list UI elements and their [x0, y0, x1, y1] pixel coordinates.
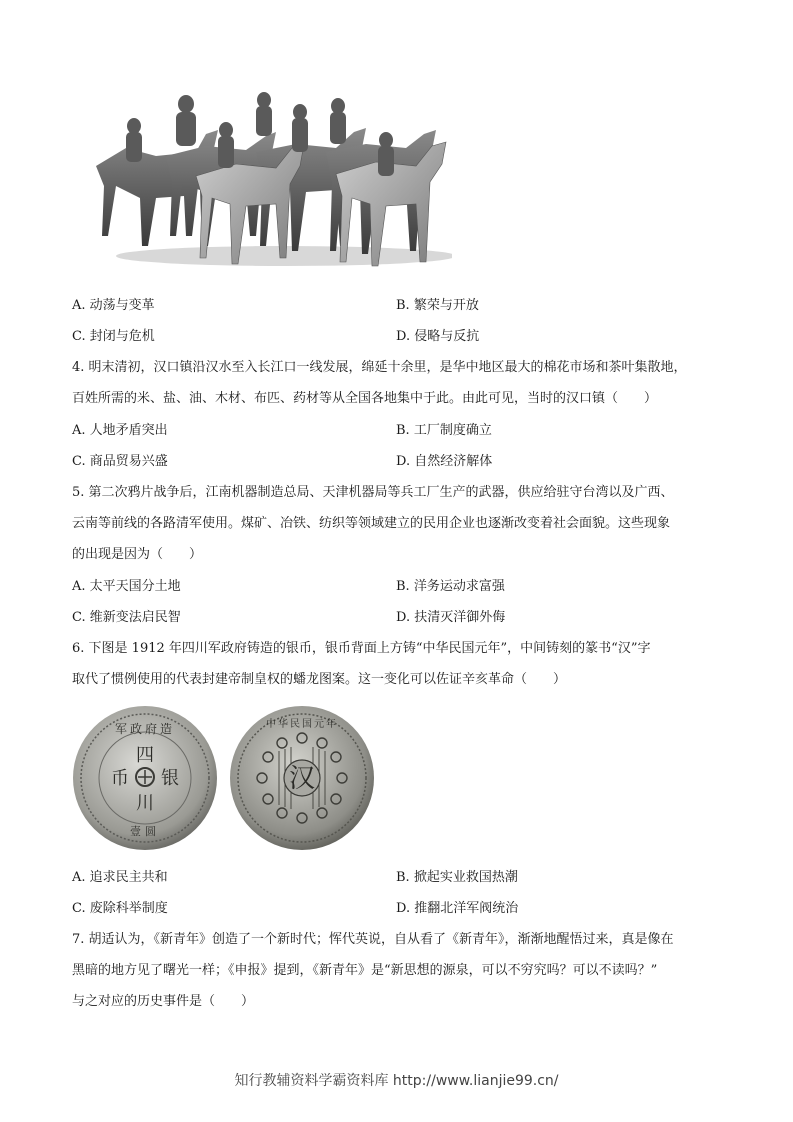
coin-front-top-text: 军政府造: [114, 722, 176, 736]
q7-stem-line-3: 与之对应的历史事件是（ ）: [72, 994, 255, 1009]
q5-option-b[interactable]: B. 洋务运动求富强: [396, 579, 505, 594]
q4-option-b[interactable]: B. 工厂制度确立: [396, 423, 492, 438]
q3-options-row-2: [72, 327, 732, 347]
q5-stem-line-3: 的出现是因为（ ）: [72, 547, 203, 562]
q6-option-a[interactable]: A. 追求民主共和: [72, 870, 168, 885]
q6-options-row-1: [72, 868, 732, 888]
coin-front-left-text: 币: [111, 768, 129, 789]
q6-option-c[interactable]: C. 废除科举制度: [72, 901, 168, 916]
q5-stem-line-1: 5. 第二次鸦片战争后，江南机器制造总局、天津机器局等兵工厂生产的武器，供应给驻守台湾以及广西、: [72, 485, 674, 500]
q3-option-b[interactable]: B. 繁荣与开放: [396, 298, 479, 313]
q4-option-d[interactable]: D. 自然经济解体: [396, 454, 493, 469]
q6-stem-line-1: 6. 下图是 1912 年四川军政府铸造的银币，银币背面上方铸“中华民国元年”，中间铸刻的篆书“汉”字: [72, 641, 651, 656]
q6-option-d[interactable]: D. 推翻北洋军阀统治: [396, 901, 519, 916]
q7-stem-line-2: 黑暗的地方见了曙光一样；《申报》提到，《新青年》是“新思想的源泉，可以不穷究吗？可以不读吗？”: [72, 963, 658, 978]
coin-back-center-text: 汉: [288, 764, 316, 794]
q3-option-d[interactable]: D. 侵略与反抗: [396, 329, 480, 344]
coin-back-top-text: 中华民国元年: [266, 719, 338, 730]
q5-options-row-2: [72, 608, 732, 628]
q7-stem-line-1: 7. 胡适认为，《新青年》创造了一个新时代；恽代英说，自从看了《新青年》，渐渐地醒悟过来，真是像在: [72, 932, 674, 947]
silver-coin-back-image: [229, 705, 375, 851]
q5-stem-line-2: 云南等前线的各路清军使用。煤矿、冶铁、纺织等领域建立的民用企业也逐渐改变着社会面貌。这些现象: [72, 516, 671, 531]
horse-riders-figurines-image: [86, 86, 452, 272]
q4-options-row-2: [72, 452, 732, 472]
q5-option-c[interactable]: C. 维新变法启民智: [72, 610, 181, 625]
q5-option-d[interactable]: D. 扶清灭洋御外侮: [396, 610, 506, 625]
q3-option-c[interactable]: C. 封闭与危机: [72, 329, 155, 344]
q6-option-b[interactable]: B. 掀起实业救国热潮: [396, 870, 518, 885]
q4-option-c[interactable]: C. 商品贸易兴盛: [72, 454, 168, 469]
q4-options-row-1: [72, 421, 732, 441]
q6-options-row-2: [72, 899, 732, 919]
q4-stem-line-2: 百姓所需的米、盐、油、木材、布匹、药材等从全国各地集中于此。由此可见，当时的汉口镇（ ）: [72, 391, 658, 406]
coin-front-bottom-text: 壹圆: [130, 825, 160, 838]
coin-front-right-text: 银: [161, 768, 179, 789]
q5-options-row-1: [72, 577, 732, 597]
footer-watermark-link[interactable]: 知行教辅资料学霸资料库 http://www.lianjie99.cn/: [234, 1073, 559, 1089]
q6-stem-line-2: 取代了惯例使用的代表封建帝制皇权的蟠龙图案。这一变化可以佐证辛亥革命（ ）: [72, 672, 567, 687]
q4-stem-line-1: 4. 明末清初，汉口镇沿汉水至入长江口一线发展，绵延十余里，是华中地区最大的棉花市场和茶叶集散地，: [72, 360, 687, 375]
q4-option-a[interactable]: A. 人地矛盾突出: [72, 423, 168, 438]
coin-front-center-top-text: 四: [136, 745, 154, 766]
q3-options-row-1: [72, 296, 732, 316]
q5-option-a[interactable]: A. 太平天国分土地: [72, 579, 181, 594]
silver-coin-front-image: [72, 705, 218, 851]
q3-option-a[interactable]: A. 动荡与变革: [72, 298, 155, 313]
coin-front-center-bottom-text: 川: [136, 793, 154, 814]
